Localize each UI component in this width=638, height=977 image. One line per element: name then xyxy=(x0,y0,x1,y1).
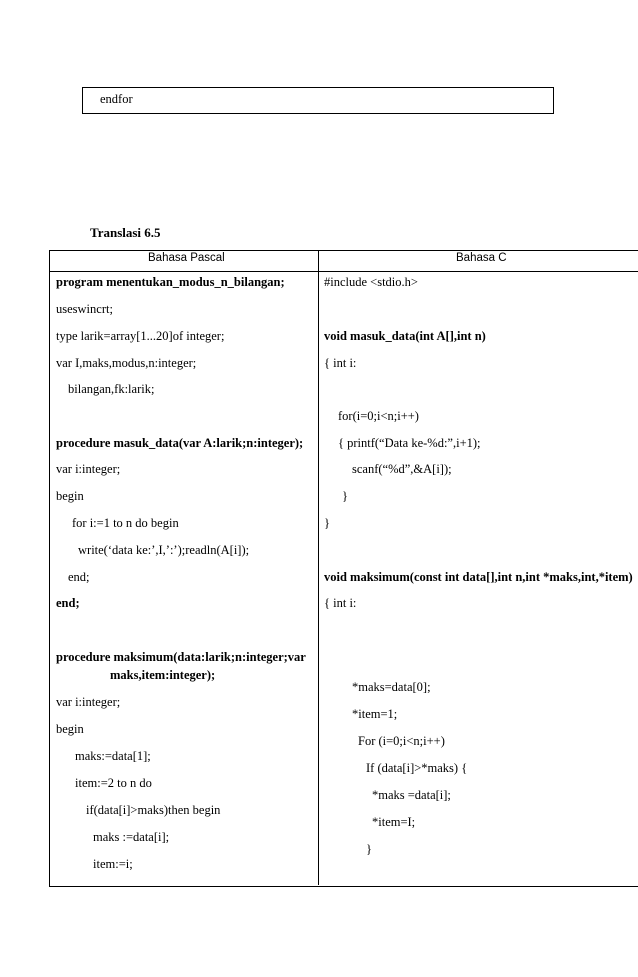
c-line: If (data[i]>*maks) { xyxy=(366,761,468,775)
c-line: { printf(“Data ke-%d:”,i+1); xyxy=(338,436,481,450)
pascal-line: useswincrt; xyxy=(56,302,113,316)
pascal-line: bilangan,fk:larik; xyxy=(68,382,155,396)
pascal-line: var i:integer; xyxy=(56,695,121,709)
table-column-divider xyxy=(318,250,319,885)
pascal-line: begin xyxy=(56,722,84,736)
c-line: scanf(“%d”,&A[i]); xyxy=(352,462,452,476)
pascal-line: maks :=data[i]; xyxy=(93,830,170,844)
pascal-line: procedure masuk_data(var A:larik;n:integer); xyxy=(56,436,304,450)
pascal-line: begin xyxy=(56,489,84,503)
pascal-line: end; xyxy=(56,596,80,610)
pascal-line: write(‘data ke:’,I,’:’);readln(A[i]); xyxy=(78,543,250,557)
c-line: { int i: xyxy=(324,596,357,610)
c-line: void maksimum(const int data[],int n,int *maks,int,*item) xyxy=(324,570,633,584)
pascal-line: procedure maksimum(data:larik;n:integer;var xyxy=(56,650,306,664)
header-pascal: Bahasa Pascal xyxy=(148,252,225,264)
pascal-line: program menentukan_modus_n_bilangan; xyxy=(56,275,285,289)
translation-table xyxy=(49,250,638,887)
pascal-line: if(data[i]>maks)then begin xyxy=(86,803,221,817)
c-line: { int i: xyxy=(324,356,357,370)
c-line: #include <stdio.h> xyxy=(324,275,418,289)
c-line: *item=1; xyxy=(352,707,398,721)
c-line: For (i=0;i<n;i++) xyxy=(358,734,445,748)
pascal-line: maks:=data[1]; xyxy=(75,749,151,763)
pascal-line: type larik=array[1...20]of integer; xyxy=(56,329,225,343)
endfor-text: endfor xyxy=(100,92,133,106)
endfor-box xyxy=(82,87,554,114)
pascal-line: end; xyxy=(68,570,90,584)
pascal-line: item:=2 to n do xyxy=(75,776,152,790)
c-line: for(i=0;i<n;i++) xyxy=(338,409,419,423)
c-line: *item=I; xyxy=(372,815,416,829)
c-line: } xyxy=(366,842,372,856)
c-line: } xyxy=(342,489,348,503)
table-header-divider xyxy=(49,271,638,272)
c-line: *maks =data[i]; xyxy=(372,788,451,802)
pascal-line: maks,item:integer); xyxy=(110,668,216,682)
section-title: Translasi 6.5 xyxy=(90,225,161,240)
c-line: } xyxy=(324,516,330,530)
c-line: void masuk_data(int A[],int n) xyxy=(324,329,486,343)
c-line: *maks=data[0]; xyxy=(352,680,431,694)
pascal-line: var I,maks,modus,n:integer; xyxy=(56,356,197,370)
header-c: Bahasa C xyxy=(456,252,507,264)
pascal-line: item:=i; xyxy=(93,857,133,871)
pascal-line: for i:=1 to n do begin xyxy=(72,516,179,530)
pascal-line: var i:integer; xyxy=(56,462,121,476)
